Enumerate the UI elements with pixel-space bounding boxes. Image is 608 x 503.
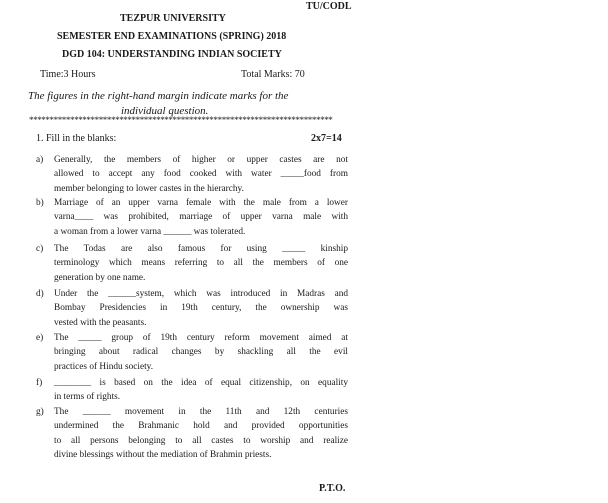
please-turn-over: P.T.O. [319,483,346,494]
exam-time: Time:3 Hours [40,69,96,80]
item-line: Under the ______system, which was introduced in Madras and [54,289,348,299]
item-line: vested with the peasants. [54,317,147,328]
course-title: DGD 104: UNDERSTANDING INDIAN SOCIETY [62,49,282,60]
item-line: Generally, the members of higher or upper castes are not [54,155,348,165]
item-label: f) [36,378,43,388]
item-label: c) [36,244,44,254]
question-item-b [36,196,348,239]
item-line: terminology which means referring to all the members of one [54,258,348,269]
total-marks: Total Marks: 70 [241,69,305,80]
item-line: The _____ group of 19th century reform movement aimed at [54,333,348,343]
item-label: g) [36,407,44,417]
item-line: a woman from a lower varna ______ was tolerated. [54,226,246,237]
item-line: ________ is based on the idea of equal citizenship, on equality [54,378,348,388]
question-item-g [36,405,348,463]
item-line: practices of Hindu society. [54,361,154,372]
item-label: a) [36,155,44,165]
item-line: member belonging to lower castes in the hierarchy. [54,183,244,194]
document-code: TU/CODL [306,1,352,12]
separator-line: ************************************************************************** [29,116,333,124]
item-line: divine blessings without the mediation of Brahmin priests. [54,450,272,461]
question-1-marks: 2x7=14 [311,133,342,144]
item-line: The ______ movement in the 11th and 12th centuries [54,407,348,417]
question-item-a [36,153,348,196]
item-label: d) [36,289,44,299]
item-line: generation by one name. [54,272,146,283]
item-label: e) [36,333,44,343]
question-item-e [36,331,348,374]
question-item-d [36,287,348,330]
item-line: bringing about radical changes by shackling all the evil [54,347,348,358]
item-line: in terms of rights. [54,392,121,403]
item-label: b) [36,198,44,208]
university-name: TEZPUR UNIVERSITY [120,13,226,24]
item-line: Marriage of an upper varna female with the male from a lower [54,198,348,208]
question-item-f [36,376,348,405]
item-line: undermined the Brahmanic hold and provided opportunities [54,421,348,432]
item-line: allowed to accept any food cooked with water _____food from [54,169,348,180]
instruction-line-1: The figures in the right-hand margin indicate marks for the [28,90,289,102]
question-item-c [36,242,348,285]
question-1-heading: 1. Fill in the blanks: [36,133,117,144]
item-line: to all persons belonging to all castes to worship and realize [54,435,348,446]
exam-title: SEMESTER END EXAMINATIONS (SPRING) 2018 [57,31,287,42]
instruction-line-2: individual question. [121,105,209,117]
item-line: varna____ was prohibited, marriage of upper varna male with [54,212,348,223]
item-line: The Todas are also famous for using _____ kinship [54,244,348,254]
item-line: Bombay Presidencies in 19th century, the ownership was [54,303,348,314]
